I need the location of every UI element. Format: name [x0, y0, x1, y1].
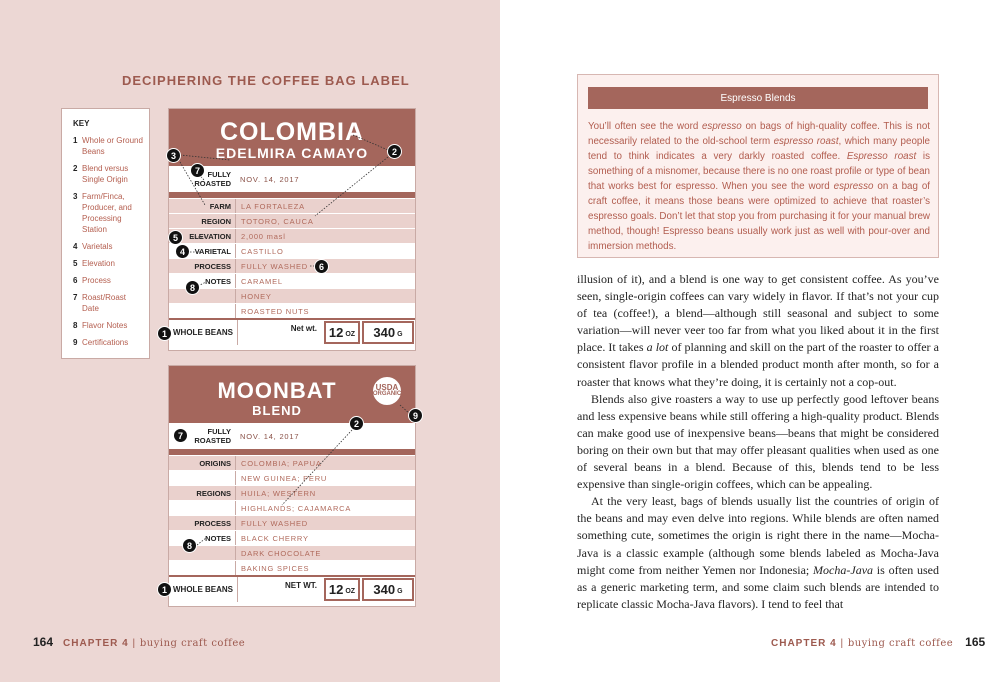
- callout-badge-2: 2: [349, 416, 364, 431]
- sidebar-text: You’ll often see the word espresso on bags of high-quality coffee. This is not necessarily related to the old-school term espresso roast, which many people tend to think indicates a very darkly roasted coffee. Espresso roast is something of a misnomer, because there is no one roast profile or type of bean that works best for espresso. When you see the word espresso on a bag of craft coffee, it means those beans were optimized to achieve that roaster’s espresso goals. Don’t let that stop you from purchasing it for your manual brew method, though! Espresso beans usually work just as well with pour-over and immersion methods.: [588, 121, 931, 252]
- key-text: Flavor Notes: [82, 321, 128, 330]
- grams-unit: G: [397, 588, 403, 595]
- usda-organic-seal: [371, 375, 403, 407]
- process-key: PROCESS: [194, 261, 231, 271]
- chapter-label: CHAPTER 4: [771, 638, 837, 649]
- key-text: Certifications: [82, 338, 129, 347]
- ounces-unit: OZ: [345, 588, 356, 595]
- key-number: 5: [73, 259, 78, 268]
- weight-row: [169, 575, 415, 602]
- farm-value: LA FORTALEZA: [235, 199, 415, 213]
- ounces-value: 12: [328, 325, 344, 340]
- moonbat-label: [168, 365, 416, 607]
- origins-value: NEW GUINEA; PERU: [235, 471, 415, 485]
- colombia-label: [168, 108, 416, 351]
- key-number: 1: [73, 136, 78, 145]
- origin-name: COLOMBIA: [219, 118, 365, 146]
- whole-beans-label: WHOLE BEANS: [173, 328, 233, 337]
- region-row: [169, 213, 415, 228]
- notes-row: [169, 303, 415, 318]
- regions-value: HUILA; WESTERN: [235, 486, 415, 500]
- origins-value: COLOMBIA; PAPUA: [235, 456, 415, 470]
- ounces-box: [324, 321, 360, 344]
- process-key: PROCESS: [194, 518, 231, 528]
- varietal-value: CASTILLO: [235, 244, 415, 258]
- key-text: Process: [82, 276, 111, 285]
- callout-badge-7: 7: [190, 163, 205, 178]
- sidebar-title: Espresso Blends: [588, 87, 928, 109]
- blend-subtitle: BLEND: [252, 403, 302, 418]
- chapter-label: CHAPTER 4: [63, 638, 129, 649]
- key-text: Varietals: [82, 242, 113, 251]
- callout-badge-4: 4: [175, 244, 190, 259]
- notes-key: NOTES: [205, 276, 231, 286]
- key-number: 8: [73, 321, 78, 330]
- callout-badge-8: 8: [182, 538, 197, 553]
- note-value: HONEY: [235, 289, 415, 303]
- callout-badge-5: 5: [168, 230, 183, 245]
- elevation-key: ELEVATION: [189, 231, 231, 241]
- body-paragraph: Blends also give roasters a way to use up perfectly good leftover beans and less expensive beans while still offering a high-quality product. Blends can make good use of inexpensive beans—beans that might be considered boring on their own but that may offer pleasant qualities when used as one of several beans in a blend. Because of this, blends tend to be less expensive than single-origin coffees, which can be appealing.: [577, 391, 939, 492]
- key-item: [73, 320, 143, 331]
- grams-box: [362, 321, 414, 344]
- regions-key: REGIONS: [196, 488, 231, 498]
- body-paragraph: illusion of it), and a blend is one way to get consistent coffee. As you’ve seen, single-origin coffees can vary widely in flavor. If that’s not your cup of tea (coffee!), a blend—although still seasonal and subject to some variation—will never veer too far from what you liked about it in the first place. It takes a lot of planning and skill on the part of the roaster to offer a consistent flavor profile in a blended product month after month, so for a roaster that knows what they’re doing, it is certainly not a cop-out.: [577, 272, 939, 389]
- ounces-box: [324, 578, 360, 601]
- body-text: [577, 271, 939, 613]
- region-value: TOTORO, CAUCA: [235, 214, 415, 228]
- process-value: FULLY WASHED: [235, 259, 415, 273]
- key-text: Elevation: [82, 259, 115, 268]
- ounces-unit: OZ: [345, 331, 356, 338]
- callout-badge-2: 2: [387, 144, 402, 159]
- origins-key: ORIGINS: [199, 458, 231, 468]
- page-number: 165: [965, 635, 986, 649]
- grams-unit: G: [397, 331, 403, 338]
- whole-beans-label: WHOLE BEANS: [173, 585, 233, 594]
- fully-roasted-label: FULLY ROASTED: [194, 427, 231, 445]
- note-value: CARAMEL: [235, 274, 415, 288]
- grams-value: 340: [373, 582, 396, 597]
- ounces-value: 12: [328, 582, 344, 597]
- note-value: DARK CHOCOLATE: [235, 546, 415, 560]
- elevation-value: 2,000 masl: [235, 229, 415, 243]
- usda-text: USDA: [375, 383, 399, 392]
- origins-row: [169, 470, 415, 485]
- process-row: [169, 258, 415, 273]
- note-value: BAKING SPICES: [235, 561, 415, 575]
- fully-roasted-label: FULLY ROASTED: [194, 170, 231, 188]
- roast-date: NOV. 14, 2017: [240, 174, 300, 184]
- notes-row: [169, 288, 415, 303]
- varietal-row: [169, 243, 415, 258]
- farm-key: FARM: [209, 201, 231, 211]
- process-value: FULLY WASHED: [235, 516, 415, 530]
- process-row: [169, 515, 415, 530]
- regions-value: HIGHLANDS; CAJAMARCA: [235, 501, 415, 515]
- roast-date: NOV. 14, 2017: [240, 431, 300, 441]
- producer-name: EDELMIRA CAMAYO: [215, 145, 369, 161]
- note-value: ROASTED NUTS: [235, 304, 415, 318]
- colombia-label-header: [169, 109, 415, 166]
- key-item: [73, 337, 143, 348]
- section-label: buying craft coffee: [847, 638, 954, 649]
- varietal-key: VARIETAL: [194, 246, 231, 256]
- roast-date-row: [169, 166, 415, 192]
- key-item: [73, 191, 143, 235]
- key-number: 6: [73, 276, 78, 285]
- organic-text: ORGANIC: [372, 391, 402, 397]
- elevation-row: [169, 228, 415, 243]
- notes-row: [169, 273, 415, 288]
- key-text: Blend versus Single Origin: [82, 164, 129, 184]
- grams-value: 340: [373, 325, 396, 340]
- notes-row: [169, 530, 415, 545]
- espresso-blends-sidebar: [577, 74, 939, 258]
- key-box: [61, 108, 150, 359]
- grams-box: [362, 578, 414, 601]
- key-text: Farm/Finca, Producer, and Processing Station: [82, 192, 132, 234]
- blend-name: MOONBAT: [217, 378, 337, 403]
- key-item: [73, 275, 143, 286]
- callout-badge-7: 7: [173, 428, 188, 443]
- callout-badge-1: 1: [157, 582, 172, 597]
- page-number: 164: [33, 635, 54, 649]
- note-value: BLACK CHERRY: [235, 531, 415, 545]
- moonbat-label-header: [169, 366, 415, 423]
- callout-badge-8: 8: [185, 280, 200, 295]
- net-weight-label: Net wt.: [237, 320, 323, 345]
- key-item: [73, 258, 143, 269]
- regions-row: [169, 485, 415, 500]
- key-heading: KEY: [73, 119, 90, 128]
- farm-row: [169, 198, 415, 213]
- notes-row: [169, 560, 415, 575]
- callout-badge-3: 3: [166, 148, 181, 163]
- key-item: [73, 163, 143, 185]
- key-number: 9: [73, 338, 78, 347]
- notes-row: [169, 545, 415, 560]
- key-number: 2: [73, 164, 78, 173]
- section-label: buying craft coffee: [139, 638, 246, 649]
- key-text: Roast/Roast Date: [82, 293, 127, 313]
- key-item: [73, 292, 143, 314]
- key-item: [73, 135, 143, 157]
- net-weight-label: NET WT.: [237, 577, 323, 602]
- callout-badge-6: 6: [314, 259, 329, 274]
- notes-key: NOTES: [205, 533, 231, 543]
- key-item: [73, 241, 143, 252]
- origins-row: [169, 455, 415, 470]
- weight-row: [169, 318, 415, 345]
- callout-badge-1: 1: [157, 326, 172, 341]
- page-title: DECIPHERING THE COFFEE BAG LABEL: [122, 73, 410, 88]
- regions-row: [169, 500, 415, 515]
- key-list: [73, 135, 143, 348]
- right-folio: CHAPTER 4 | buying craft coffee 165: [771, 635, 986, 649]
- key-text: Whole or Ground Beans: [82, 136, 143, 156]
- callout-badge-9: 9: [408, 408, 423, 423]
- key-number: 4: [73, 242, 78, 251]
- key-number: 3: [73, 192, 78, 201]
- key-number: 7: [73, 293, 78, 302]
- roast-date-row: [169, 423, 415, 449]
- left-folio: 164 CHAPTER 4 | buying craft coffee: [33, 635, 246, 649]
- body-paragraph: At the very least, bags of blends usually list the countries of origin of the beans and may even delve into regions. While blends are often named something cute, sometimes the origin is right there in the name—Mocha-Java is a classic example (although some blends labeled as Mocha-Java might come from neither Yemen nor Indonesia; Mocha-Java is often used as a generic marketing term, and some claim such blends are intended to replicate classic Mocha-Java flavors). I tend to feel that: [577, 494, 940, 611]
- region-key: REGION: [201, 216, 231, 226]
